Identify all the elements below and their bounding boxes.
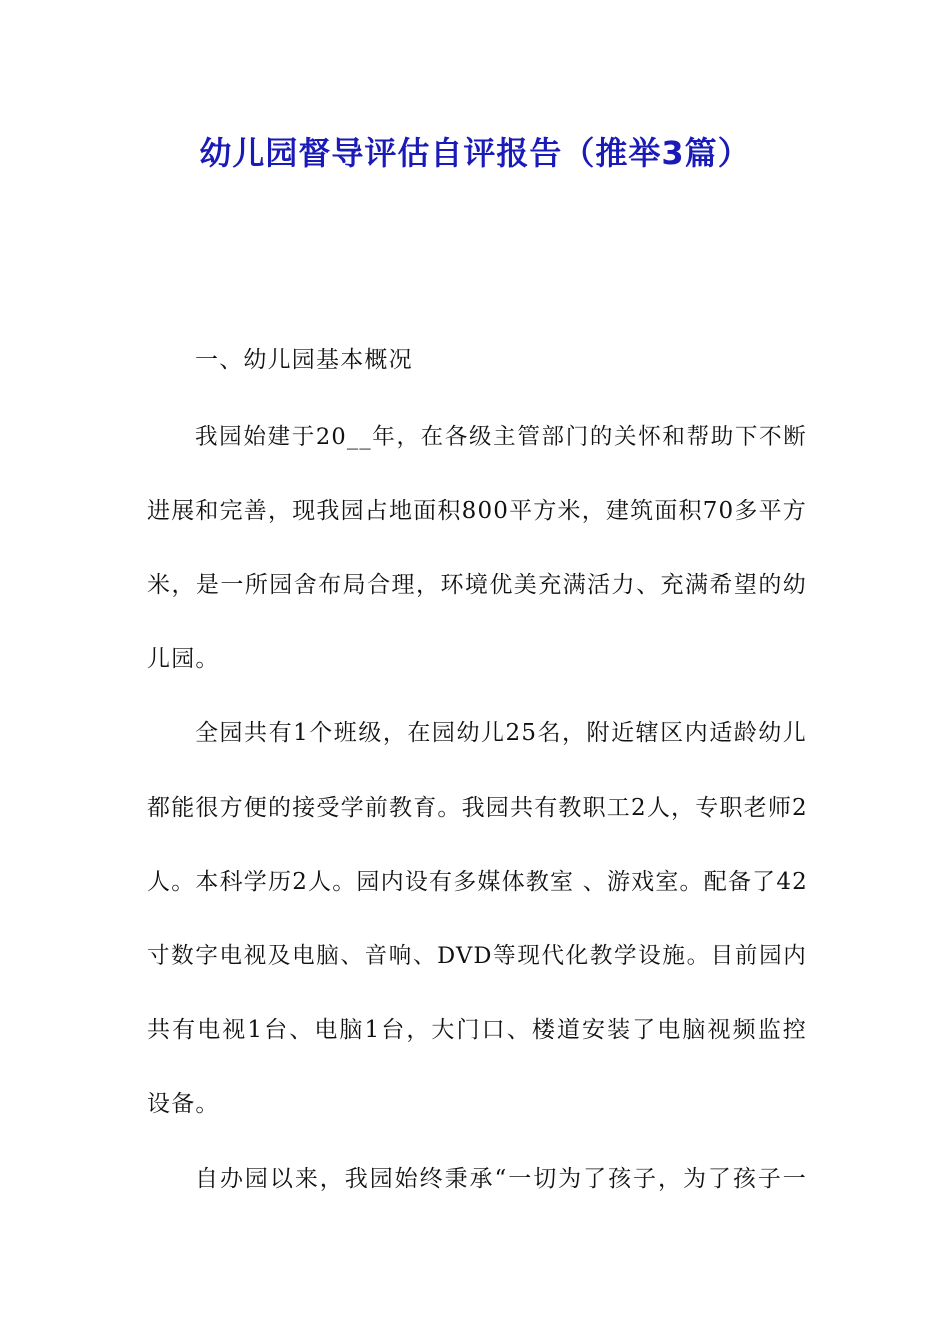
paragraph-1-line-1: 我园始建于20__年，在各级主管部门的关怀和帮助下不断	[195, 424, 807, 450]
paragraph-1-line-3: 米，是一所园舍布局合理，环境优美充满活力、充满希望的幼	[147, 572, 807, 598]
paragraph-2-line-3: 人。本科学历2人。园内设有多媒体教室 、游戏室。配备了42	[147, 869, 809, 895]
paragraph-3-line-1: 自办园以来，我园始终秉承“一切为了孩子，为了孩子一	[195, 1166, 807, 1192]
section-heading: 一、幼儿园基本概况	[195, 347, 413, 373]
paragraph-2-line-1: 全园共有1个班级，在园幼儿25名，附近辖区内适龄幼儿	[195, 720, 807, 746]
paragraph-2-line-4: 寸数字电视及电脑、音响、DVD等现代化教学设施。目前园内	[147, 943, 807, 969]
paragraph-2-line-6: 设备。	[147, 1091, 220, 1117]
paragraph-2-line-2: 都能很方便的接受学前教育。我园共有教职工2人，专职老师2	[147, 795, 808, 821]
paragraph-2-line-5: 共有电视1台、电脑1台，大门口、楼道安装了电脑视频监控	[147, 1017, 807, 1043]
document-title: 幼儿园督导评估自评报告（推举3篇）	[199, 134, 751, 172]
paragraph-1-line-4: 儿园。	[147, 646, 220, 672]
paragraph-1-line-2: 进展和完善，现我园占地面积800平方米，建筑面积70多平方	[147, 498, 807, 524]
